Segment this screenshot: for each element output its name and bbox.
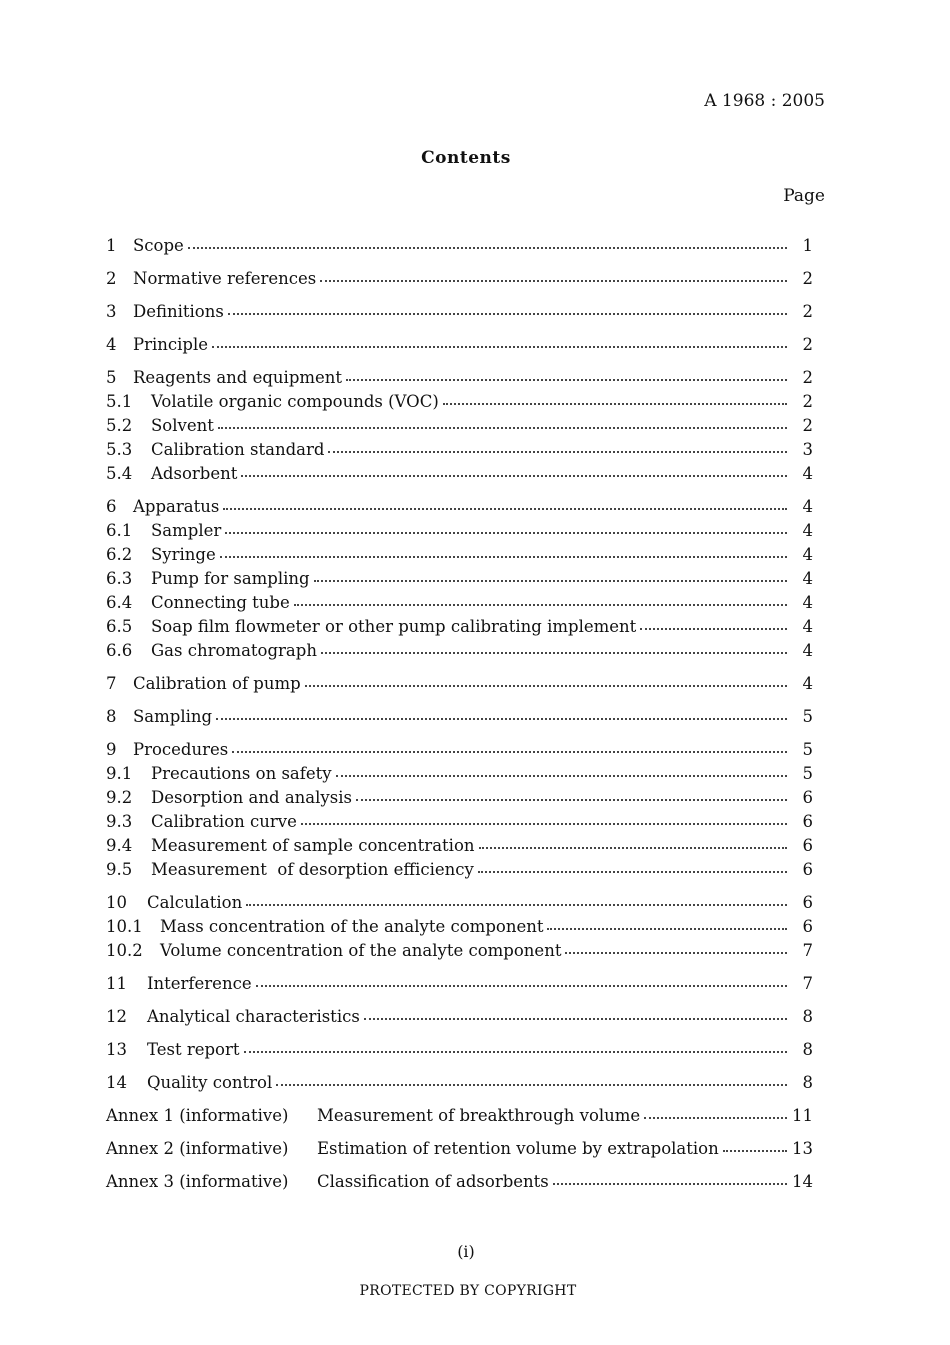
toc-entry-label: Measurement of breakthrough volume (317, 1106, 641, 1125)
dot-leader (565, 952, 787, 954)
toc-entry-label: Syringe (151, 545, 216, 564)
toc-entry[interactable] (106, 974, 813, 998)
dot-leader (256, 985, 787, 987)
toc-entry-page: 2 (802, 302, 813, 321)
toc-entry-page: 4 (802, 617, 813, 636)
toc-entry-label: Measurement of desorption efficiency (151, 860, 474, 879)
dot-leader (305, 685, 787, 687)
toc-entry-number: 9.2 (106, 788, 133, 807)
dot-leader (553, 1183, 787, 1185)
toc-entry-number: 9.4 (106, 836, 133, 855)
toc-entry-page: 6 (802, 917, 813, 936)
toc-entry-page: 5 (802, 707, 813, 726)
toc-entry-number: 10.2 (106, 941, 143, 960)
toc-subentry[interactable] (106, 569, 813, 593)
toc-entry-label: Normative references (133, 269, 317, 288)
dot-leader (218, 427, 787, 429)
toc-entry[interactable] (106, 1073, 813, 1097)
toc-subentry[interactable] (106, 860, 813, 884)
dot-leader (294, 604, 787, 606)
toc-entry-label: Measurement of sample concentration (151, 836, 475, 855)
toc-entry-page: 6 (802, 836, 813, 855)
toc-entry-label: Analytical characteristics (147, 1007, 360, 1026)
toc-entry[interactable] (106, 1040, 813, 1064)
toc-entry-number: 9 (106, 740, 117, 759)
dot-leader (320, 280, 787, 282)
toc-entry-label: Scope (133, 236, 184, 255)
toc-entry-page: 8 (802, 1073, 813, 1092)
toc-entry-label: Precautions on safety (151, 764, 332, 783)
toc-entry-label: Apparatus (133, 497, 220, 516)
toc-entry-number: 6.5 (106, 617, 133, 636)
dot-leader (276, 1084, 787, 1086)
toc-subentry[interactable] (106, 941, 813, 965)
toc-annex-entry[interactable] (106, 1139, 813, 1163)
toc-entry[interactable] (106, 269, 813, 293)
toc-entry[interactable] (106, 1007, 813, 1031)
toc-entry-page: 13 (792, 1139, 813, 1158)
toc-entry-number: 6.1 (106, 521, 133, 540)
toc-entry-label: Soap film flowmeter or other pump calibrating implement (151, 617, 637, 636)
toc-entry-page: 4 (802, 641, 813, 660)
toc-entry[interactable] (106, 335, 813, 359)
toc-entry[interactable] (106, 302, 813, 326)
toc-subentry[interactable] (106, 764, 813, 788)
toc-entry-label: Desorption and analysis (151, 788, 352, 807)
toc-annex-entry[interactable] (106, 1106, 813, 1130)
toc-entry-label: Classification of adsorbents (317, 1172, 549, 1191)
toc-entry-number: 3 (106, 302, 117, 321)
dot-leader (478, 871, 787, 873)
dot-leader (346, 379, 787, 381)
toc-entry-number: 1 (106, 236, 117, 255)
dot-leader (356, 799, 787, 801)
toc-entry-label: Volume concentration of the analyte component (160, 941, 562, 960)
toc-entry-number: 6.3 (106, 569, 133, 588)
toc-subentry[interactable] (106, 464, 813, 488)
toc-subentry[interactable] (106, 392, 813, 416)
toc-entry-label: Interference (147, 974, 252, 993)
dot-leader (246, 904, 787, 906)
dot-leader (479, 847, 788, 849)
toc-entry-number: 13 (106, 1040, 127, 1059)
toc-entry-number: 6.2 (106, 545, 133, 564)
toc-entry-number: 10.1 (106, 917, 143, 936)
toc-entry-label: Quality control (147, 1073, 273, 1092)
toc-entry-number: Annex 2 (informative) (106, 1139, 289, 1158)
toc-entry-page: 7 (802, 941, 813, 960)
dot-leader (644, 1117, 787, 1119)
toc-entry-label: Calibration curve (151, 812, 297, 831)
toc-entry-page: 4 (802, 545, 813, 564)
toc-entry-label: Calibration of pump (133, 674, 301, 693)
toc-entry-page: 2 (802, 416, 813, 435)
toc-entry-page: 11 (792, 1106, 813, 1125)
toc-entry-page: 2 (802, 335, 813, 354)
toc-entry-number: 5.4 (106, 464, 133, 483)
toc-entry-number: 6 (106, 497, 117, 516)
toc-entry-label: Mass concentration of the analyte component (160, 917, 544, 936)
toc-entry-page: 4 (802, 464, 813, 483)
toc-entry-number: 6.6 (106, 641, 133, 660)
dot-leader (314, 580, 787, 582)
page-title: Contents (421, 148, 511, 168)
toc-entry-label: Connecting tube (151, 593, 290, 612)
toc-entry-page: 6 (802, 812, 813, 831)
toc-entry-number: 5.1 (106, 392, 133, 411)
dot-leader (212, 346, 787, 348)
toc-entry[interactable] (106, 674, 813, 698)
toc-entry-page: 8 (802, 1007, 813, 1026)
dot-leader (723, 1150, 787, 1152)
toc-entry[interactable] (106, 893, 813, 917)
dot-leader (336, 775, 787, 777)
copyright-notice: PROTECTED BY COPYRIGHT (359, 1283, 577, 1299)
toc-subentry[interactable] (106, 440, 813, 464)
toc-entry-label: Adsorbent (151, 464, 238, 483)
toc-entry-label: Procedures (133, 740, 229, 759)
toc-entry-number: 7 (106, 674, 117, 693)
toc-entry[interactable] (106, 497, 813, 521)
toc-entry-label: Principle (133, 335, 209, 354)
toc-entry-label: Pump for sampling (151, 569, 310, 588)
toc-entry-page: 5 (802, 740, 813, 759)
toc-entry-page: 7 (802, 974, 813, 993)
toc-subentry[interactable] (106, 917, 813, 941)
dot-leader (216, 718, 787, 720)
toc-entry-page: 3 (802, 440, 813, 459)
toc-entry-label: Solvent (151, 416, 214, 435)
toc-entry-label: Estimation of retention volume by extrapolation (317, 1139, 719, 1158)
dot-leader (244, 1051, 788, 1053)
dot-leader (232, 751, 787, 753)
table-of-contents (106, 236, 813, 1196)
toc-entry[interactable] (106, 236, 813, 260)
toc-subentry[interactable] (106, 521, 813, 545)
toc-entry-number: 9.1 (106, 764, 133, 783)
toc-entry-page: 4 (802, 674, 813, 693)
dot-leader (321, 652, 787, 654)
dot-leader (547, 928, 787, 930)
toc-entry-label: Definitions (133, 302, 224, 321)
toc-entry-label: Calibration standard (151, 440, 325, 459)
toc-entry-number: 4 (106, 335, 117, 354)
footer-page-number: (i) (457, 1242, 475, 1261)
toc-subentry[interactable] (106, 545, 813, 569)
toc-entry-page: 6 (802, 893, 813, 912)
toc-entry-label: Gas chromatograph (151, 641, 317, 660)
toc-entry-page: 4 (802, 497, 813, 516)
toc-entry-page: 1 (802, 236, 813, 255)
dot-leader (223, 508, 787, 510)
document-reference: A 1968 : 2005 (704, 91, 825, 111)
toc-entry-page: 4 (802, 569, 813, 588)
toc-entry-page: 2 (802, 269, 813, 288)
toc-entry[interactable] (106, 707, 813, 731)
toc-entry-number: Annex 1 (informative) (106, 1106, 289, 1125)
toc-entry-page: 14 (792, 1172, 813, 1191)
toc-entry-page: 8 (802, 1040, 813, 1059)
toc-entry-number: 5 (106, 368, 117, 387)
toc-entry-number: 5.3 (106, 440, 133, 459)
toc-entry-label: Calculation (147, 893, 243, 912)
toc-entry-number: 10 (106, 893, 127, 912)
toc-entry-number: 6.4 (106, 593, 133, 612)
toc-entry-page: 6 (802, 860, 813, 879)
toc-subentry[interactable] (106, 641, 813, 665)
toc-annex-entry[interactable] (106, 1172, 813, 1196)
toc-entry-page: 2 (802, 368, 813, 387)
toc-entry-page: 4 (802, 521, 813, 540)
toc-entry-label: Test report (147, 1040, 240, 1059)
page-column-label: Page (783, 186, 825, 206)
toc-entry-number: Annex 3 (informative) (106, 1172, 289, 1191)
toc-subentry[interactable] (106, 836, 813, 860)
toc-entry-page: 2 (802, 392, 813, 411)
toc-subentry[interactable] (106, 617, 813, 641)
toc-entry-number: 9.3 (106, 812, 133, 831)
toc-entry[interactable] (106, 368, 813, 392)
toc-entry-number: 9.5 (106, 860, 133, 879)
dot-leader (328, 451, 787, 453)
toc-entry-number: 5.2 (106, 416, 133, 435)
toc-entry-page: 5 (802, 764, 813, 783)
toc-subentry[interactable] (106, 812, 813, 836)
toc-subentry[interactable] (106, 416, 813, 440)
toc-subentry[interactable] (106, 593, 813, 617)
dot-leader (364, 1018, 787, 1020)
dot-leader (301, 823, 787, 825)
dot-leader (443, 403, 787, 405)
toc-subentry[interactable] (106, 788, 813, 812)
toc-entry-number: 14 (106, 1073, 127, 1092)
toc-entry-page: 6 (802, 788, 813, 807)
toc-entry-label: Sampler (151, 521, 222, 540)
toc-entry-number: 11 (106, 974, 127, 993)
toc-entry-page: 4 (802, 593, 813, 612)
dot-leader (640, 628, 787, 630)
toc-entry-label: Sampling (133, 707, 213, 726)
dot-leader (220, 556, 787, 558)
dot-leader (241, 475, 787, 477)
toc-entry-number: 2 (106, 269, 117, 288)
toc-entry-number: 12 (106, 1007, 127, 1026)
dot-leader (228, 313, 787, 315)
dot-leader (188, 247, 787, 249)
toc-entry[interactable] (106, 740, 813, 764)
toc-entry-number: 8 (106, 707, 117, 726)
dot-leader (225, 532, 787, 534)
toc-entry-label: Volatile organic compounds (VOC) (151, 392, 439, 411)
toc-entry-label: Reagents and equipment (133, 368, 343, 387)
